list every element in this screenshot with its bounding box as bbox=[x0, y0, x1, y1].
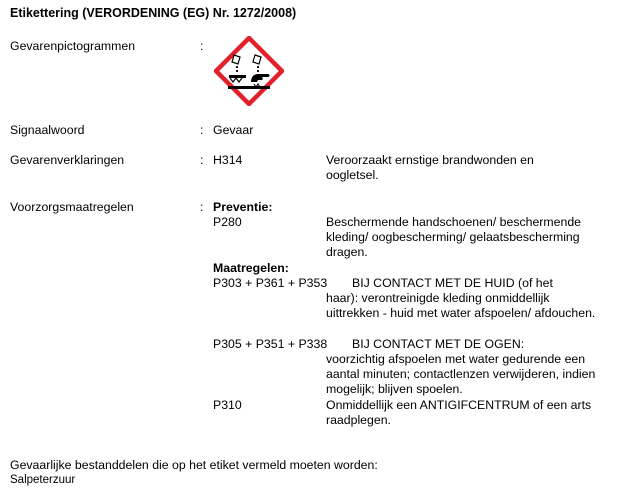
p303-text-rest: haar): verontreinigde kleding onmiddellijk uittrekken - huid met water afspoelen/ afdouchen. bbox=[326, 291, 596, 321]
prevention-heading: Preventie: bbox=[213, 200, 273, 214]
hazardous-components-label: Gevaarlijke bestanddelen die op het etiket vermeld moeten worden: bbox=[10, 458, 378, 472]
precautionary-statements-label: Voorzorgsmaatregelen bbox=[10, 200, 134, 214]
p305-text-rest: voorzichtig afspoelen met water gedurende een aantal minuten; contactlenzen verwijderen, indien mogelijk; blijven spoelen. bbox=[326, 352, 596, 397]
precautionary-statements-colon: : bbox=[200, 200, 204, 214]
signal-word-colon: : bbox=[200, 123, 204, 137]
p303-text-first-line: BIJ CONTACT MET DE HUID (of het bbox=[352, 276, 553, 290]
hazard-statements-label: Gevarenverklaringen bbox=[10, 153, 125, 167]
p310-text: Onmiddellijk een ANTIGIFCENTRUM of een arts raadplegen. bbox=[326, 398, 592, 428]
pictograms-label: Gevarenpictogrammen bbox=[10, 39, 136, 53]
hazard-code-h314: H314 bbox=[213, 153, 243, 167]
hazardous-component-value: Salpeterzuur bbox=[10, 474, 76, 486]
p310-code: P310 bbox=[213, 398, 242, 412]
p305-code: P305 + P351 + P338 bbox=[213, 337, 328, 351]
pictograms-colon: : bbox=[200, 39, 204, 53]
p280-text: Beschermende handschoenen/ beschermende kleding/ oogbescherming/ gelaatsbescherming dragen. bbox=[326, 215, 581, 260]
p305-text-first-line: BIJ CONTACT MET DE OGEN: bbox=[352, 337, 525, 351]
signal-word-value: Gevaar bbox=[213, 123, 254, 137]
hazard-text-h314: Veroorzaakt ernstige brandwonden en oogletsel. bbox=[326, 153, 534, 183]
p280-code: P280 bbox=[213, 215, 242, 229]
p303-code: P303 + P361 + P353 bbox=[213, 276, 328, 290]
ghs05-corrosion-icon bbox=[214, 36, 284, 106]
signal-word-label: Signaalwoord bbox=[10, 123, 85, 137]
hazard-statements-colon: : bbox=[200, 153, 204, 167]
section-title: Etikettering (VERORDENING (EG) Nr. 1272/2008) bbox=[10, 6, 297, 20]
measures-heading: Maatregelen: bbox=[213, 261, 289, 275]
